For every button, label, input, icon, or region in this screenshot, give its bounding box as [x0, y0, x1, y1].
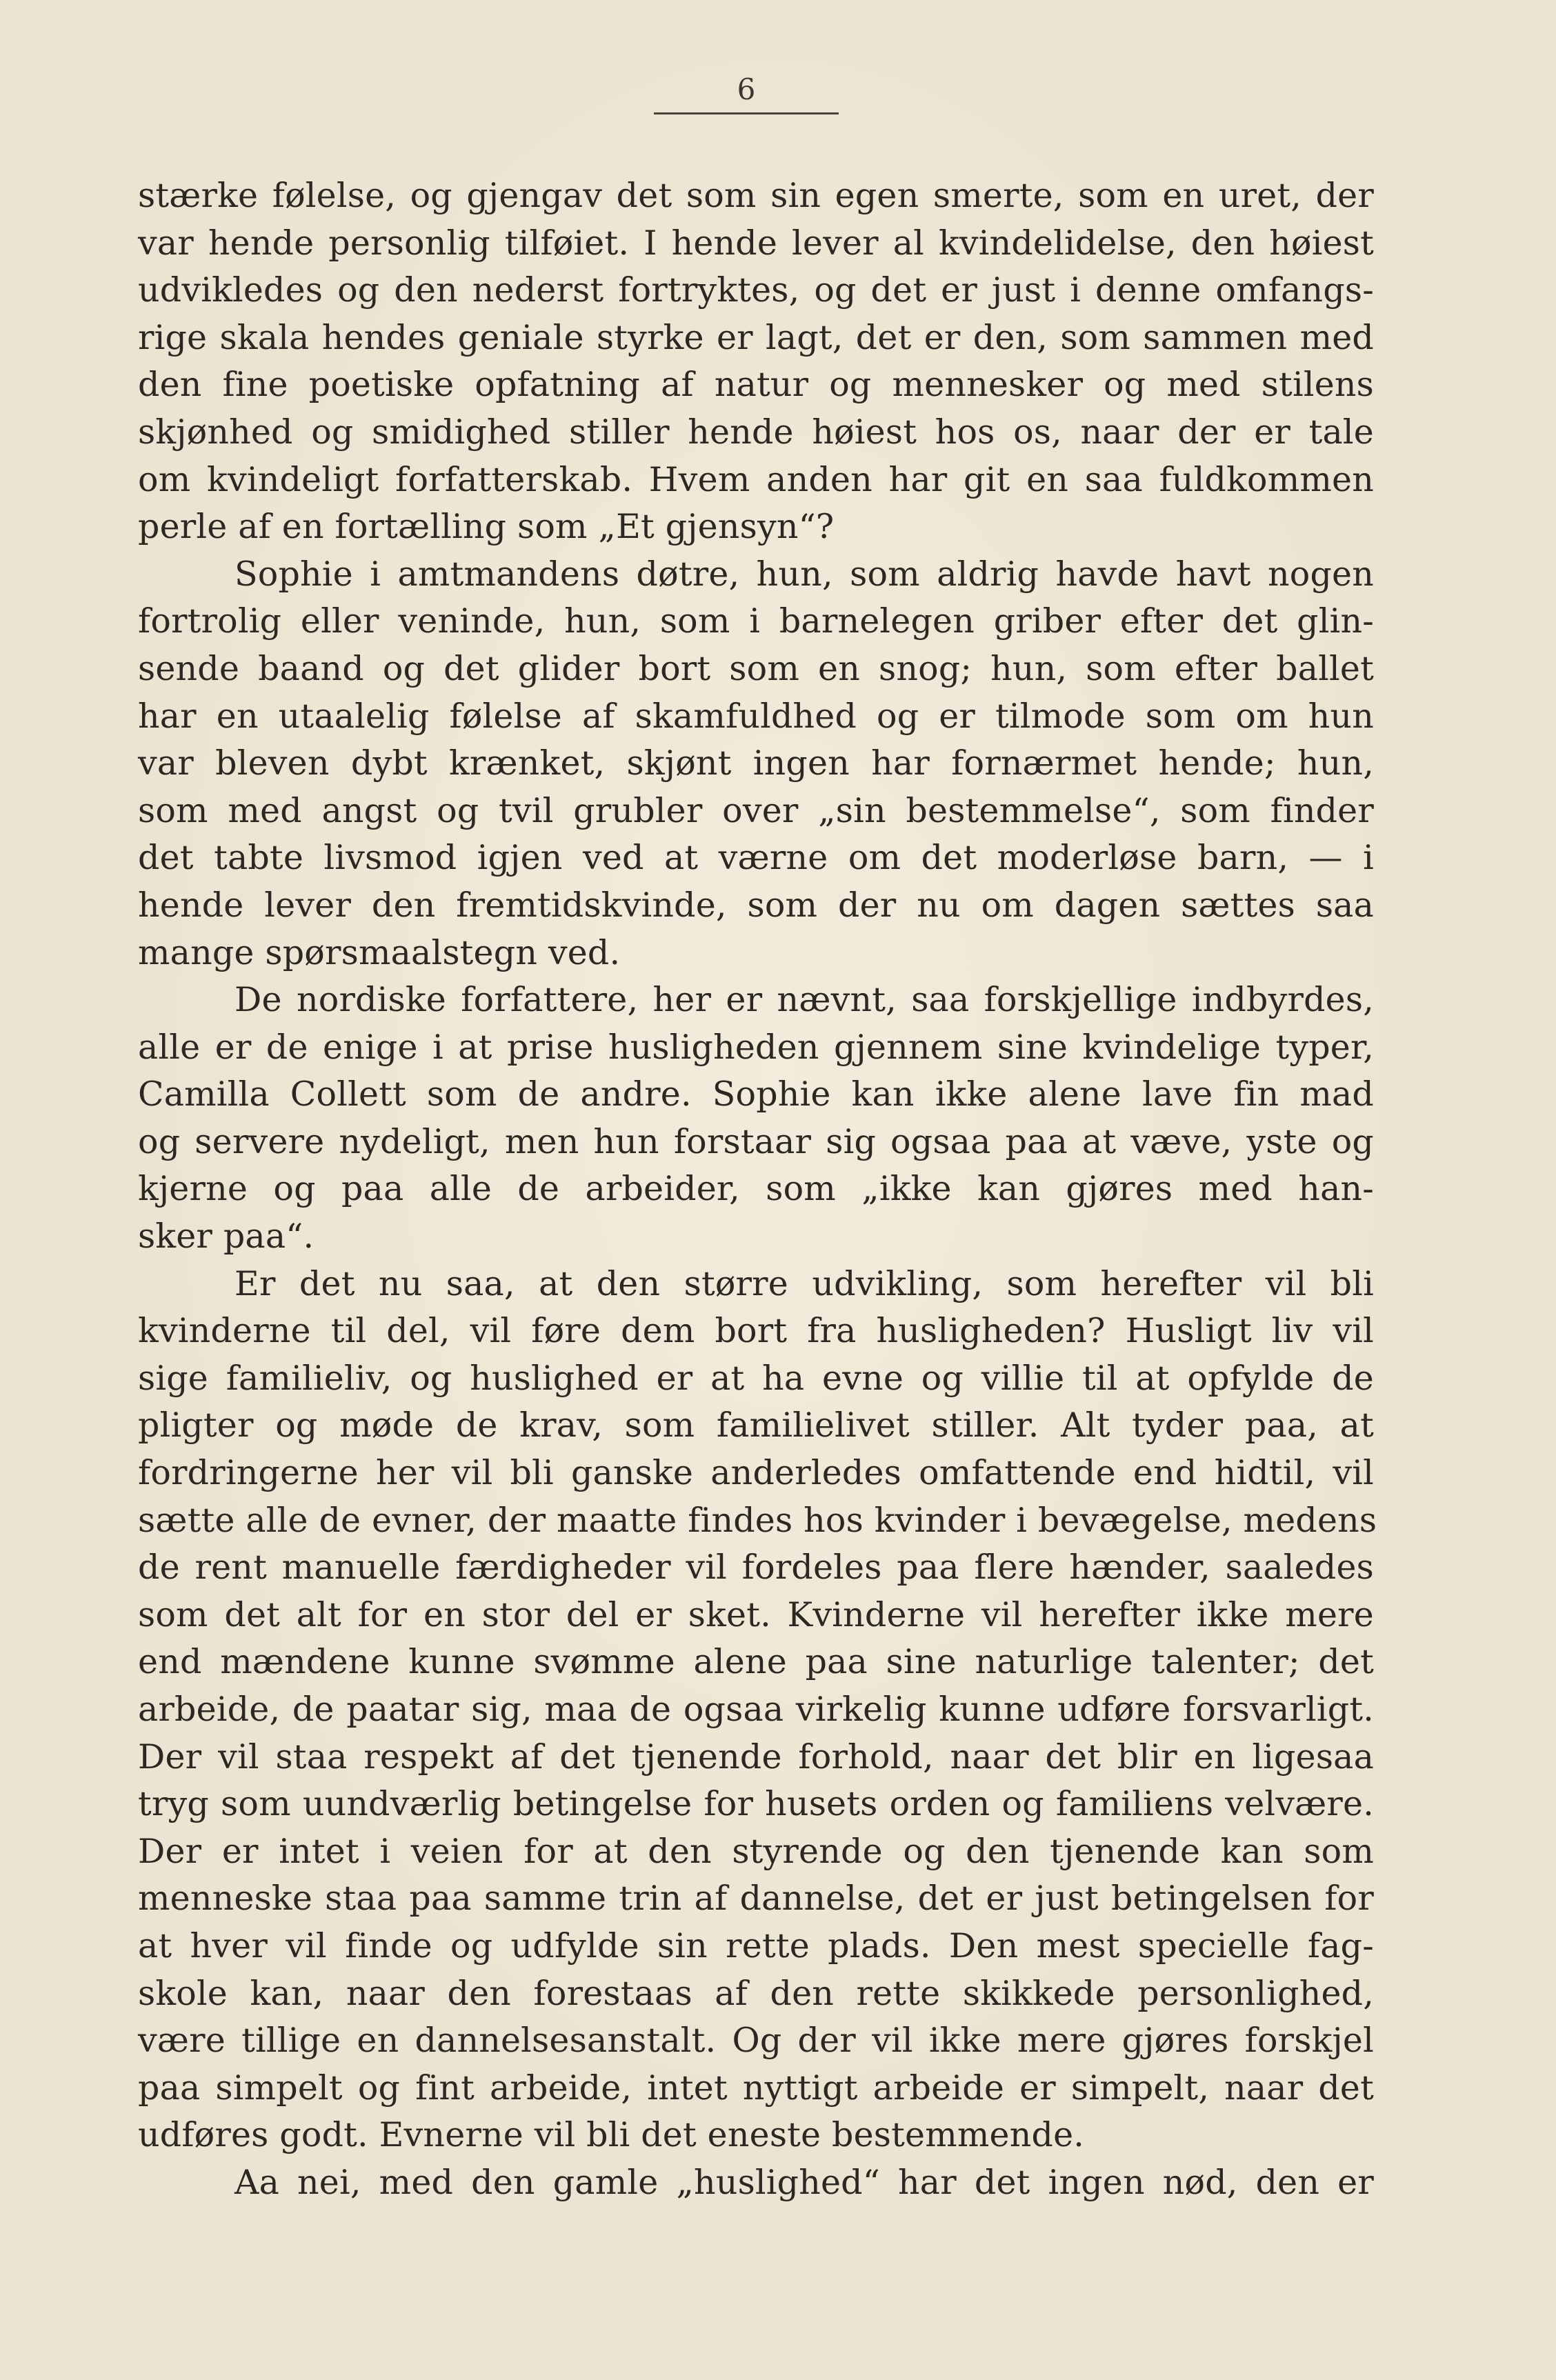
text-line: fordringerne her vil bli ganske anderledes omfattende end hidtil, vil	[138, 1453, 1374, 1493]
text-line: Der er intet i veien for at den styrende og den tjenende kan som	[138, 1831, 1374, 1871]
text-line: den fine poetiske opfatning af natur og mennesker og med stilens	[138, 365, 1374, 405]
text-line: alle er de enige i at prise husligheden gjennem sine kvindelige typer,	[138, 1027, 1374, 1067]
text-line: var hende personlig tilføiet. I hende lever al kvindelidelse, den høiest	[138, 223, 1374, 263]
text-line: rige skala hendes geniale styrke er lagt, det er den, som sammen med	[138, 317, 1374, 357]
text-line: end mændene kunne svømme alene paa sine naturlige talenter; det	[138, 1642, 1374, 1682]
text-line: Der vil staa respekt af det tjenende forhold, naar det blir en ligesaa	[138, 1737, 1374, 1777]
header-rule	[654, 112, 839, 114]
text-line: sker paa“.	[138, 1217, 315, 1257]
text-line: hende lever den fremtidskvinde, som der nu om dagen sættes saa	[138, 885, 1374, 925]
text-line: mange spørsmaalstegn ved.	[138, 932, 621, 972]
text-line: Camilla Collett som de andre. Sophie kan ikke alene lave fin mad	[138, 1074, 1374, 1114]
text-line: menneske staa paa samme trin af dannelse, det er just betingelsen for	[138, 1879, 1374, 1919]
body-text	[138, 172, 1377, 2207]
paragraph-start-line: De nordiske forfattere, her er nævnt, saa forskjellige indbyrdes,	[235, 980, 1374, 1020]
paragraph-start-line: Aa nei, med den gamle „huslighed“ har det ingen nød, den er	[235, 2162, 1374, 2202]
text-line: om kvindeligt forfatterskab. Hvem anden har git en saa fuldkommen	[138, 459, 1374, 499]
text-line: og servere nydeligt, men hun forstaar sig ogsaa paa at væve, yste og	[138, 1121, 1374, 1161]
text-line: skole kan, naar den forestaas af den rette skikkede personlighed,	[138, 1973, 1374, 2013]
text-line: at hver vil finde og udfylde sin rette plads. Den mest specielle fag-	[138, 1926, 1374, 1966]
text-line: tryg som uundværlig betingelse for husets orden og familiens velvære.	[138, 1784, 1374, 1824]
text-line: var bleven dybt krænket, skjønt ingen har fornærmet hende; hun,	[138, 743, 1374, 783]
text-line: de rent manuelle færdigheder vil fordeles paa flere hænder, saaledes	[138, 1548, 1374, 1588]
text-line: paa simpelt og fint arbeide, intet nyttigt arbeide er simpelt, naar det	[138, 2068, 1374, 2108]
text-line: udføres godt. Evnerne vil bli det eneste bestemmende.	[138, 2115, 1085, 2155]
text-line: sige familieliv, og huslighed er at ha evne og villie til at opfylde de	[138, 1358, 1374, 1398]
text-line: sætte alle de evner, der maatte findes hos kvinder i bevægelse, medens	[138, 1500, 1377, 1540]
paragraph-start-line: Sophie i amtmandens døtre, hun, som aldrig havde havt nogen	[235, 554, 1374, 594]
page-number: 6	[737, 72, 756, 106]
text-line: være tillige en dannelsesanstalt. Og der vil ikke mere gjøres forskjel	[138, 2021, 1374, 2061]
text-line: udvikledes og den nederst fortryktes, og det er just i denne omfangs-	[138, 270, 1374, 310]
text-line: kjerne og paa alle de arbeider, som „ikke kan gjøres med han-	[138, 1169, 1374, 1209]
text-line: det tabte livsmod igjen ved at værne om det moderløse barn, — i	[138, 838, 1374, 878]
text-line: perle af en fortælling som „Et gjensyn“?	[138, 507, 835, 547]
text-line: skjønhed og smidighed stiller hende høiest hos os, naar der er tale	[138, 412, 1374, 452]
text-line: sende baand og det glider bort som en snog; hun, som efter ballet	[138, 648, 1374, 688]
text-line: kvinderne til del, vil føre dem bort fra husligheden? Husligt liv vil	[138, 1311, 1374, 1351]
text-line: arbeide, de paatar sig, maa de ogsaa virkelig kunne udføre forsvarligt.	[138, 1690, 1374, 1729]
text-line: stærke følelse, og gjengav det som sin egen smerte, som en uret, der	[138, 176, 1374, 215]
text-line: fortrolig eller veninde, hun, som i barnelegen griber efter det glin-	[138, 601, 1374, 641]
text-line: pligter og møde de krav, som familielivet stiller. Alt tyder paa, at	[138, 1406, 1374, 1446]
page-header	[654, 72, 839, 114]
paragraph-start-line: Er det nu saa, at den større udvikling, som herefter vil bli	[235, 1263, 1374, 1303]
text-line: som med angst og tvil grubler over „sin bestemmelse“, som finder	[138, 790, 1374, 830]
text-line: har en utaalelig følelse af skamfuldhed og er tilmode som om hun	[138, 696, 1374, 736]
text-line: som det alt for en stor del er sket. Kvinderne vil herefter ikke mere	[138, 1594, 1374, 1634]
